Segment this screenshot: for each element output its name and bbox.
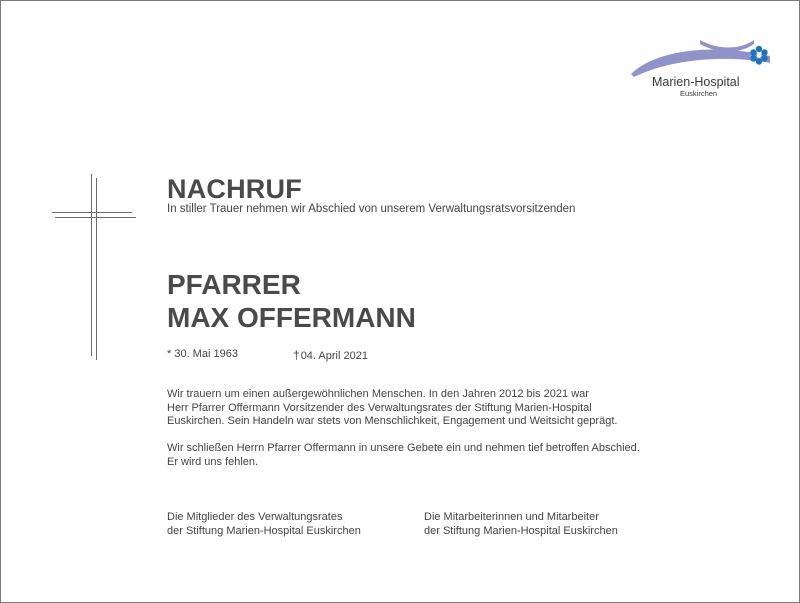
paragraph-line: Er wird uns fehlen. bbox=[167, 455, 259, 468]
signature-line: Die Mitarbeiterinnen und Mitarbeiter bbox=[424, 511, 599, 523]
cross-icon bbox=[52, 174, 136, 360]
dagger-icon: † bbox=[293, 348, 300, 362]
signature-line: Die Mitglieder des Verwaltungsrates bbox=[167, 511, 343, 523]
birth-date: * 30. Mai 1963 bbox=[167, 348, 238, 360]
subtitle: In stiller Trauer nehmen wir Abschied von unserem Verwaltungsratsvorsitzenden bbox=[167, 203, 576, 215]
logo-city: Euskirchen bbox=[680, 89, 718, 98]
paragraph-line: Herr Pfarrer Offermann Vorsitzender des Verwaltungsrates der Stiftung Marien-Hospital bbox=[167, 401, 592, 414]
hospital-logo bbox=[628, 36, 774, 102]
deceased-name bbox=[167, 268, 416, 334]
name-full: MAX OFFERMANN bbox=[167, 302, 416, 333]
paragraph-line: Wir schließen Herrn Pfarrer Offermann in unsere Gebete ein und nehmen tief betroffen Abschied. bbox=[167, 442, 640, 454]
death-date-wrapper bbox=[293, 348, 368, 362]
signature-line: der Stiftung Marien-Hospital Euskirchen bbox=[424, 524, 618, 537]
death-date: 04. April 2021 bbox=[300, 350, 368, 362]
signature-board bbox=[167, 511, 361, 538]
name-title: PFARRER bbox=[167, 269, 301, 300]
paragraph-line: Euskirchen. Sein Handeln war stets von Menschlichkeit, Engagement und Weitsicht geprägt. bbox=[167, 415, 618, 427]
page-title: NACHRUF bbox=[167, 174, 302, 204]
obituary-paragraph-1 bbox=[167, 388, 617, 429]
logo-name: Marien-Hospital bbox=[652, 75, 740, 89]
obituary-paragraph-2 bbox=[167, 442, 640, 469]
signature-staff bbox=[424, 511, 618, 538]
signature-line: der Stiftung Marien-Hospital Euskirchen bbox=[167, 524, 361, 537]
paragraph-line: Wir trauern um einen außergewöhnlichen Menschen. In den Jahren 2012 bis 2021 war bbox=[167, 388, 589, 400]
